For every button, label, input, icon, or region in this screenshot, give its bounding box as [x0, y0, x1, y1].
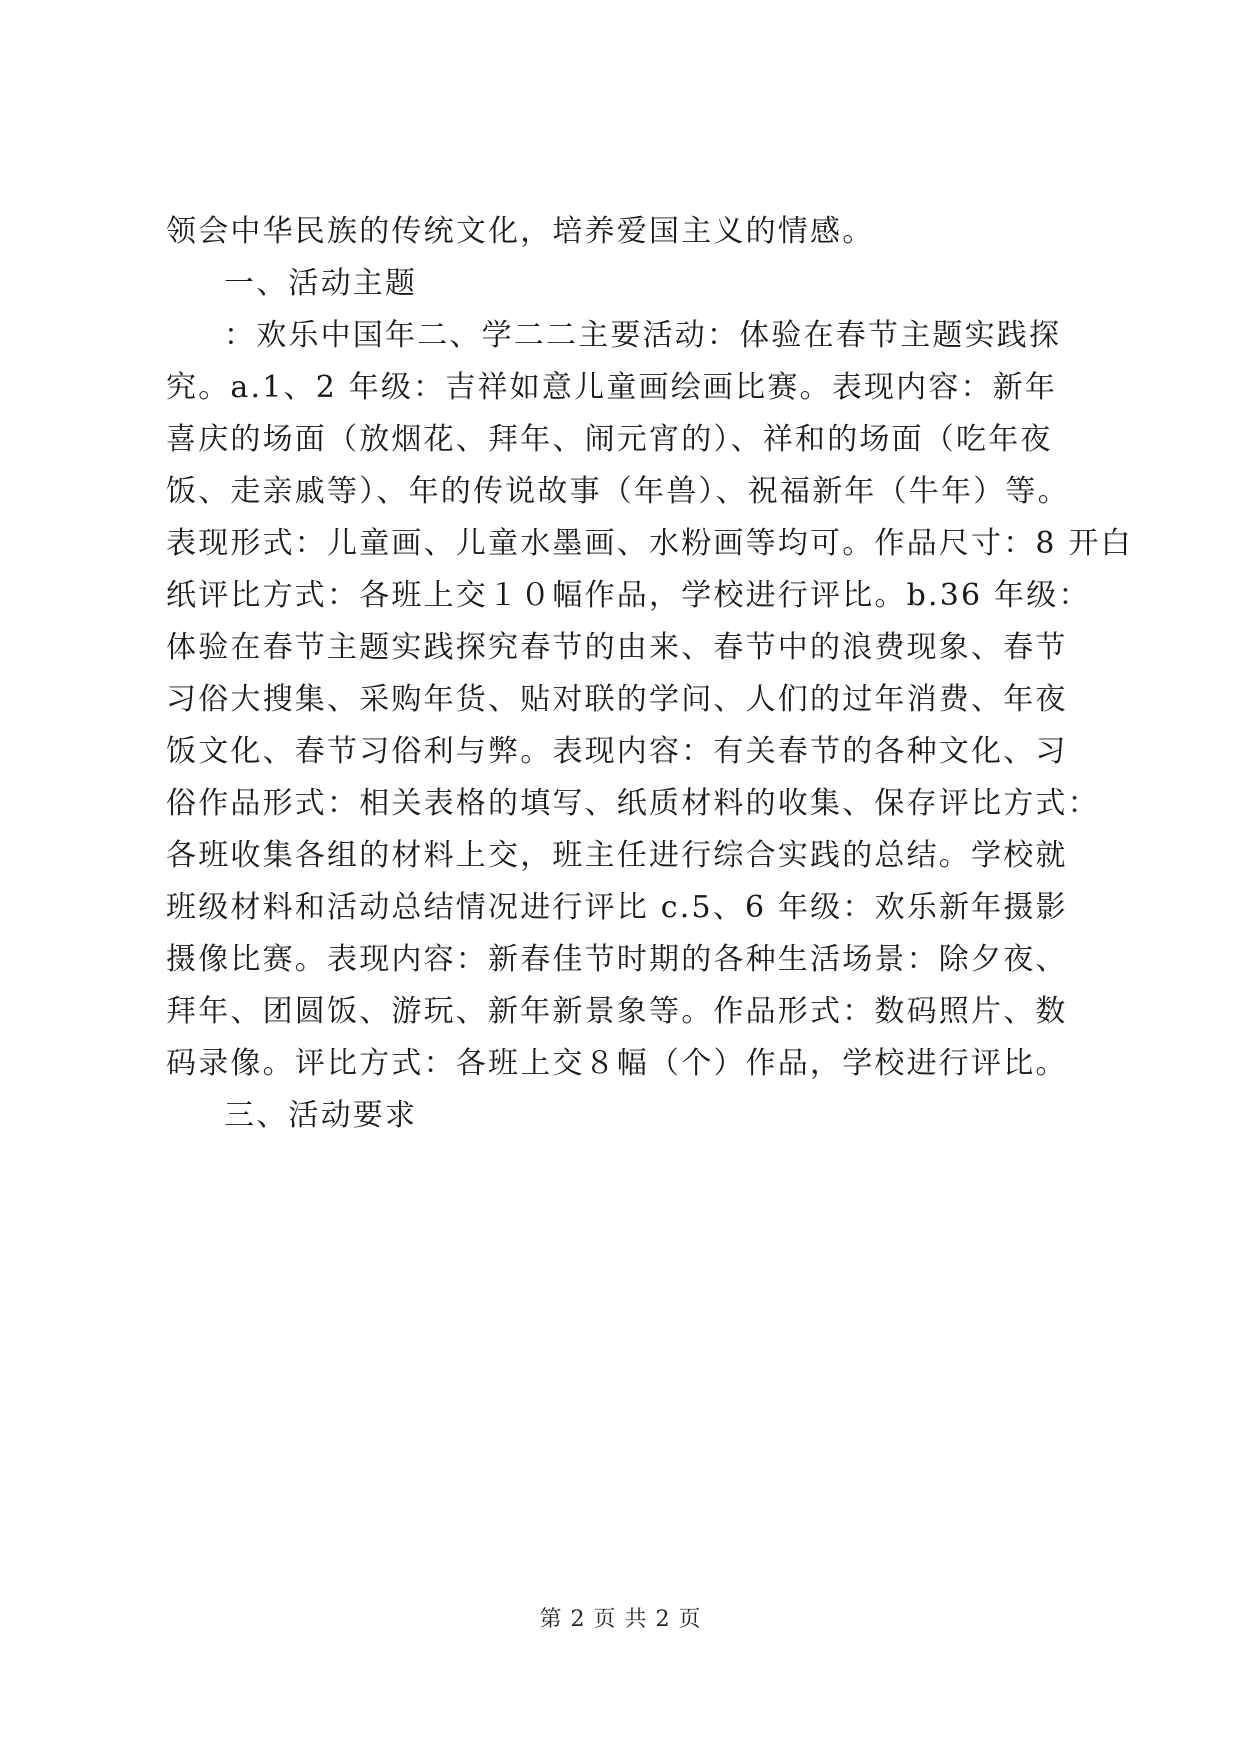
paragraph-line: 究。a.1、2 年级：吉祥如意儿童画绘画比赛。表现内容：新年	[166, 370, 1058, 405]
paragraph-line: 各班收集各组的材料上交，班主任进行综合实践的总结。学校就	[166, 838, 1068, 873]
page-number-footer: 第 2 页 共 2 页	[539, 1607, 702, 1632]
section-heading-requirements: 三、活动要求	[224, 1098, 418, 1133]
paragraph-line: 拜年、团圆饭、游玩、新年新景象等。作品形式：数码照片、数	[166, 994, 1068, 1029]
paragraph-line: 俗作品形式：相关表格的填写、纸质材料的收集、保存评比方式：	[166, 786, 1100, 821]
paragraph-line: 领会中华民族的传统文化，培养爱国主义的情感。	[166, 214, 875, 249]
paragraph-line: 喜庆的场面（放烟花、拜年、闹元宵的）、祥和的场面（吃年夜	[166, 422, 1053, 457]
paragraph-line: 饭文化、春节习俗利与弊。表现内容：有关春节的各种文化、习	[166, 734, 1068, 769]
section-heading-theme: 一、活动主题	[224, 266, 418, 301]
paragraph-line: 码录像。评比方式：各班上交８幅（个）作品，学校进行评比。	[166, 1046, 1068, 1081]
paragraph-line: 纸评比方式：各班上交１０幅作品，学校进行评比。b.36 年级：	[166, 578, 1091, 613]
document-body	[166, 206, 1133, 1142]
paragraph-line: 表现形式：儿童画、儿童水墨画、水粉画等均可。作品尺寸：8 开白	[166, 526, 1133, 561]
paragraph-line: ：欢乐中国年二、学二二主要活动：体验在春节主题实践探	[224, 318, 1062, 353]
paragraph-line: 饭、走亲戚等）、年的传说故事（年兽）、祝福新年（牛年）等。	[166, 474, 1070, 509]
paragraph-line: 班级材料和活动总结情况进行评比 c.5、6 年级：欢乐新年摄影	[166, 890, 1068, 925]
paragraph-line: 习俗大搜集、采购年货、贴对联的学问、人们的过年消费、年夜	[166, 682, 1068, 717]
paragraph-line: 摄像比赛。表现内容：新春佳节时期的各种生活场景：除夕夜、	[166, 942, 1068, 977]
paragraph-line: 体验在春节主题实践探究春节的由来、春节中的浪费现象、春节	[166, 630, 1068, 665]
